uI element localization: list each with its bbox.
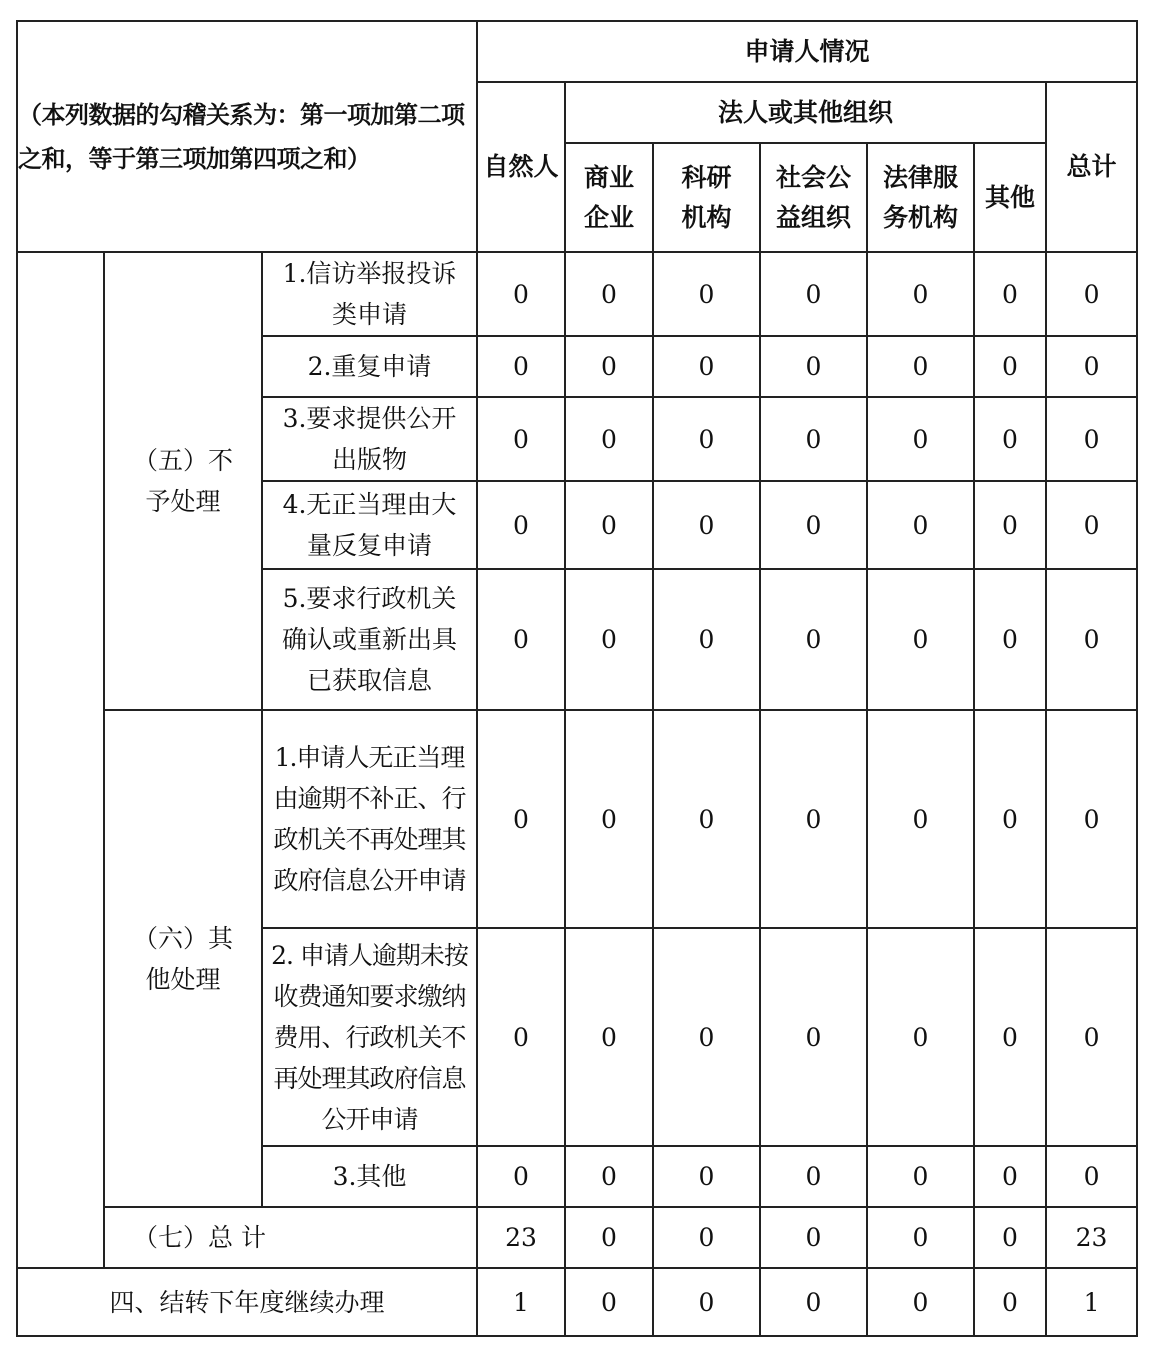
- value-cell: 0: [974, 928, 1046, 1146]
- legal-service-header-label: 法律服务机构: [882, 162, 958, 232]
- value-cell: 0: [653, 1207, 760, 1268]
- value-cell: 0: [760, 928, 867, 1146]
- statistics-table: [16, 20, 1138, 1337]
- other-header: 其他: [974, 143, 1046, 252]
- value-cell: 0: [565, 928, 653, 1146]
- value-cell: 0: [760, 397, 867, 481]
- value-cell: 0: [867, 397, 974, 481]
- group-label-liu: [104, 710, 262, 1207]
- row-label-text: 1.申请人无正当理由逾期不补正、行政机关不再处理其政府信息公开申请: [273, 743, 466, 895]
- total-header: 总计: [1046, 82, 1137, 252]
- value-cell: 0: [1046, 397, 1137, 481]
- value-cell: 0: [760, 569, 867, 710]
- value-cell: 0: [974, 336, 1046, 397]
- row-label: [262, 710, 477, 928]
- row-label: [262, 569, 477, 710]
- value-cell: 0: [653, 928, 760, 1146]
- row-label-text: 5.要求行政机关确认或重新出具已获取信息: [281, 584, 457, 695]
- commercial-header: [565, 143, 653, 252]
- row-label: [262, 928, 477, 1146]
- value-cell: 0: [974, 1146, 1046, 1207]
- value-cell: 0: [760, 252, 867, 336]
- row-label-text: 3.要求提供公开出版物: [282, 404, 457, 474]
- value-cell: 0: [653, 1146, 760, 1207]
- value-cell: 0: [760, 1146, 867, 1207]
- legal-service-header: [867, 143, 974, 252]
- group-label-wu-text: （五）不予处理: [132, 446, 233, 516]
- outer-blank-cell: [17, 252, 104, 1268]
- value-cell: 0: [1046, 1146, 1137, 1207]
- value-cell: 0: [653, 336, 760, 397]
- value-cell: 0: [760, 710, 867, 928]
- value-cell: 0: [1046, 252, 1137, 336]
- row-label: [262, 252, 477, 336]
- group-label-liu-text: （六）其他处理: [132, 923, 233, 994]
- subtotal-label: （七）总 计: [104, 1207, 477, 1268]
- value-cell: 0: [974, 569, 1046, 710]
- value-cell: 0: [867, 481, 974, 569]
- value-cell: 0: [1046, 481, 1137, 569]
- carryover-label: 四、结转下年度继续办理: [17, 1268, 477, 1336]
- row-label: 2.重复申请: [262, 336, 477, 397]
- legal-org-header: 法人或其他组织: [565, 82, 1046, 143]
- value-cell: 0: [760, 481, 867, 569]
- commercial-header-label: 商业企业: [583, 162, 634, 232]
- value-cell: 0: [760, 336, 867, 397]
- public-welfare-header-label: 社会公益组织: [775, 162, 851, 232]
- research-header-label: 科研机构: [681, 162, 732, 232]
- value-cell: 0: [760, 1207, 867, 1268]
- row-label: [262, 397, 477, 481]
- value-cell: 0: [1046, 569, 1137, 710]
- value-cell: 0: [565, 1207, 653, 1268]
- value-cell: 0: [653, 710, 760, 928]
- value-cell: 0: [477, 481, 565, 569]
- value-cell: 0: [867, 928, 974, 1146]
- value-cell: 0: [653, 569, 760, 710]
- value-cell: 0: [565, 1146, 653, 1207]
- value-cell: 0: [653, 481, 760, 569]
- value-cell: 0: [974, 397, 1046, 481]
- value-cell: 0: [565, 252, 653, 336]
- row-label: [262, 481, 477, 569]
- row-label: 3.其他: [262, 1146, 477, 1207]
- value-cell: 0: [477, 1146, 565, 1207]
- applicant-situation-header: 申请人情况: [477, 21, 1137, 82]
- row-label-text: 2. 申请人逾期未按收费通知要求缴纳费用、行政机关不再处理其政府信息公开申请: [271, 940, 468, 1134]
- value-cell: 0: [565, 336, 653, 397]
- value-cell: 0: [974, 1207, 1046, 1268]
- row-label-text: 4.无正当理由大量反复申请: [282, 490, 457, 560]
- value-cell: 0: [477, 928, 565, 1146]
- value-cell: 0: [867, 1146, 974, 1207]
- value-cell: 1: [1046, 1268, 1137, 1336]
- value-cell: 0: [477, 710, 565, 928]
- group-label-wu: [104, 252, 262, 710]
- research-header: [653, 143, 760, 252]
- value-cell: 0: [760, 1268, 867, 1336]
- value-cell: 0: [1046, 710, 1137, 928]
- value-cell: 0: [653, 1268, 760, 1336]
- value-cell: 23: [1046, 1207, 1137, 1268]
- value-cell: 0: [477, 252, 565, 336]
- value-cell: 0: [974, 710, 1046, 928]
- value-cell: 0: [477, 569, 565, 710]
- value-cell: 0: [477, 336, 565, 397]
- value-cell: 0: [974, 252, 1046, 336]
- value-cell: 0: [867, 1207, 974, 1268]
- value-cell: 0: [867, 569, 974, 710]
- value-cell: 0: [565, 481, 653, 569]
- value-cell: 0: [565, 397, 653, 481]
- value-cell: 0: [974, 481, 1046, 569]
- value-cell: 0: [477, 397, 565, 481]
- value-cell: 0: [653, 252, 760, 336]
- row-label-text: 1.信访举报投诉类申请: [282, 259, 457, 329]
- natural-person-header: 自然人: [477, 82, 565, 252]
- checksum-note: （本列数据的勾稽关系为：第一项加第二项之和，等于第三项加第四项之和）: [17, 21, 477, 252]
- value-cell: 0: [1046, 928, 1137, 1146]
- value-cell: 0: [867, 252, 974, 336]
- value-cell: 1: [477, 1268, 565, 1336]
- value-cell: 0: [653, 397, 760, 481]
- value-cell: 0: [565, 1268, 653, 1336]
- value-cell: 0: [974, 1268, 1046, 1336]
- public-welfare-header: [760, 143, 867, 252]
- value-cell: 0: [565, 569, 653, 710]
- value-cell: 0: [867, 336, 974, 397]
- value-cell: 0: [1046, 336, 1137, 397]
- value-cell: 0: [565, 710, 653, 928]
- value-cell: 23: [477, 1207, 565, 1268]
- value-cell: 0: [867, 1268, 974, 1336]
- value-cell: 0: [867, 710, 974, 928]
